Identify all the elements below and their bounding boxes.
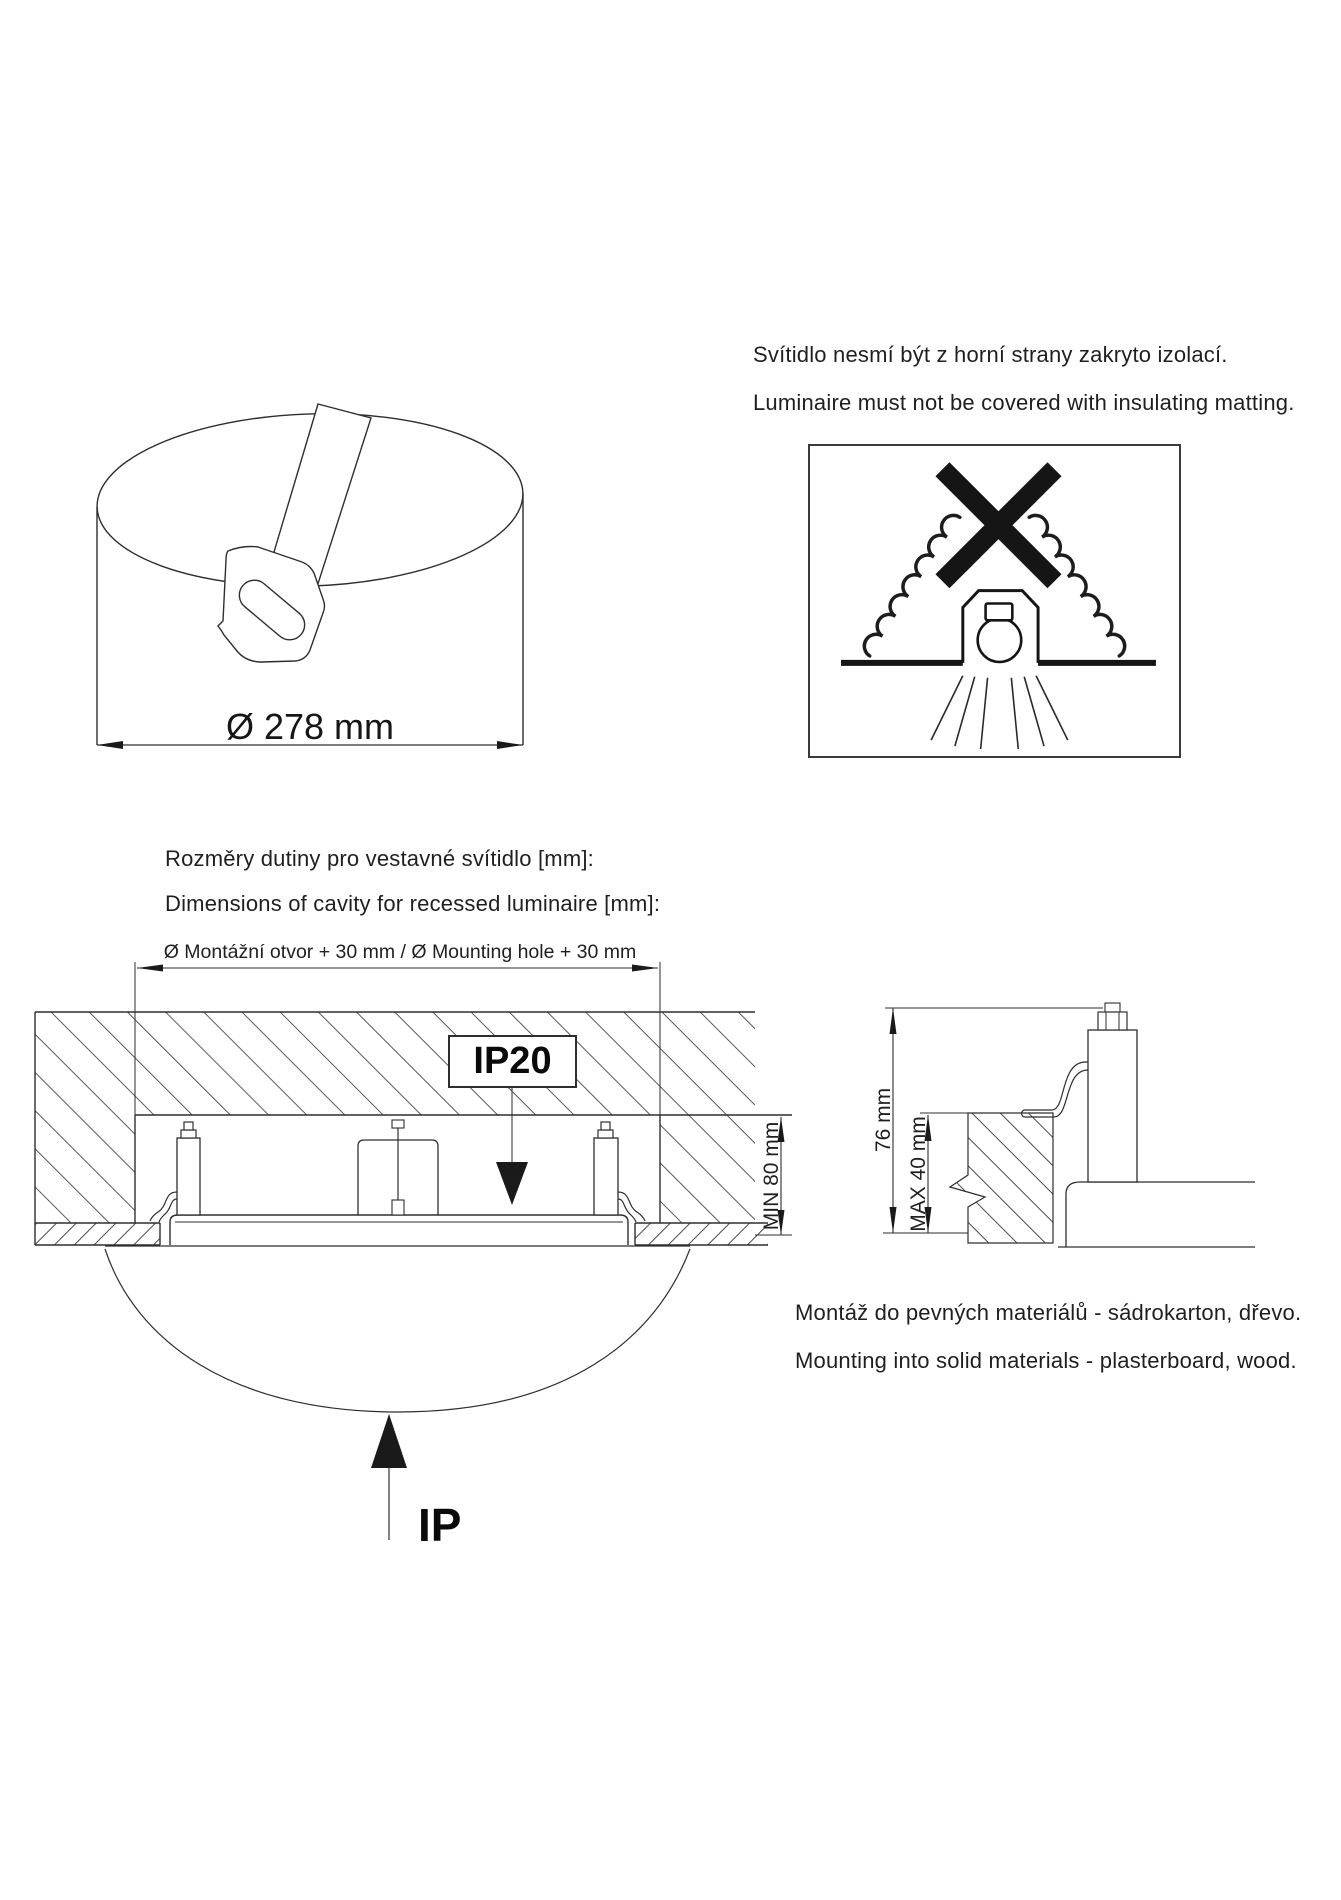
light-rays <box>931 676 1068 749</box>
min-depth-label: MIN 80 mm <box>760 1121 783 1231</box>
insulation-warning-cs: Svítidlo nesmí být z horní strany zakryto izolací. <box>753 342 1228 367</box>
insulation-warning-figure <box>808 444 1181 758</box>
cavity-heading-en: Dimensions of cavity for recessed luminaire [mm]: <box>165 891 661 916</box>
recessed-lamp-icon <box>963 591 1038 663</box>
mounting-note-en: Mounting into solid materials - plasterboard, wood. <box>795 1348 1297 1373</box>
plasterboard-strip-right <box>635 1223 768 1245</box>
panel-block <box>950 1113 1053 1243</box>
max-panel-label: MAX 40 mm <box>907 1116 930 1232</box>
plasterboard-strip-left <box>35 1223 160 1245</box>
hole-diameter-label: Ø 278 mm <box>225 706 395 747</box>
ip20-arrowhead <box>496 1162 528 1205</box>
ip-arrowhead <box>371 1414 407 1468</box>
insulation-warning-drawing <box>810 446 1179 756</box>
ceiling-hatch <box>35 1012 755 1223</box>
mounting-hole-dimension-label: Ø Montážní otvor + 30 mm / Ø Mounting hole + 30 mm <box>163 941 637 963</box>
insulation-warning-en: Luminaire must not be covered with insulating matting. <box>753 390 1295 415</box>
cavity-heading-cs: Rozměry dutiny pro vestavné svítidlo [mm]: <box>165 846 594 871</box>
ip-label: IP <box>418 1499 462 1551</box>
mounting-note-cs: Montáž do pevných materiálů - sádrokarton, dřevo. <box>795 1300 1302 1325</box>
clip-height-label: 76 mm <box>872 1087 895 1153</box>
cavity-cross-section-figure <box>20 940 830 1560</box>
ip20-badge: IP20 <box>448 1035 577 1088</box>
